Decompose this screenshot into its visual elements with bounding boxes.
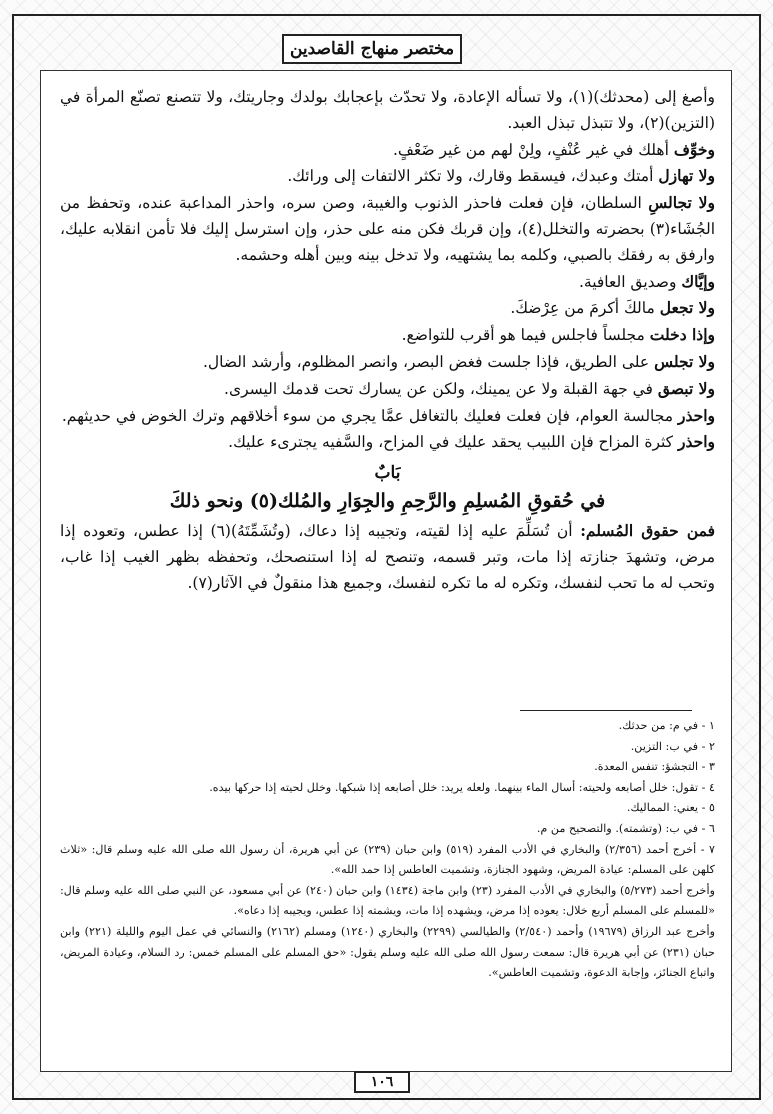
paragraph: فمن حقوق المُسلم: أن تُسَلِّمَ عليه إذا لقيته، وتجيبه إذا دعاك، (وتُشَمِّتَهُ)(٦) إذا عطس، وتعوده إذا مرض، وتشهدَ جنازته إذا مات، وتبر قسمه، وتنصح له إذا استنصحك، وتحفظه بظهر الغيب إذا غاب، وتحب له ما تحب لنفسك، وتكره له ما تكره لنفسك، وجميع هذا منقولٌ في الآثار(٧). (60, 521, 715, 592)
main-text (60, 84, 715, 597)
footnote: ٧ - أخرج أحمد (٢/٣٥٦) والبخاري في الأدب المفرد (٥١٩) وابن حبان (٢٣٩) عن أبي هريرة، أن رسول الله صلى الله عليه وسلم قال: «ثلاث كلهن على المسلم: عيادة المريض، وشهود الجنازة، وتشميت العاطس إذا حمد الله». (60, 842, 715, 877)
book-title: مختصر منهاج القاصدين (289, 39, 455, 59)
paragraph: ولا تبصق في جهة القبلة ولا عن يمينك، ولكن عن يسارك تحت قدمك اليسرى. (224, 378, 715, 398)
paragraph: وخوِّف أهلك في غير عُنْفٍ، ولِنْ لهم من غير ضَعْفٍ. (392, 139, 715, 159)
footnote: ٢ - في ب: التزين. (630, 739, 715, 753)
footnote: ٥ - يعني: المماليك. (626, 801, 715, 815)
paragraph: ولا تجعل مالكَ أكرمَ من عِرْضكَ. (510, 298, 715, 318)
page-number-box (354, 1071, 410, 1093)
footnote: ١ - في م: من حدثك. (618, 719, 715, 732)
paragraph: وإذا دخلت مجلساً فاجلس فيما هو أقرب للتواضع. (401, 325, 715, 345)
footnote-separator (520, 710, 692, 711)
footnote: ٦ - في ب: (وتشمته). والتصحيح من م. (536, 821, 715, 835)
footnote: وأخرج أحمد (٥/٢٧٣) والبخاري في الأدب المفرد (٢٣) وابن ماجة (١٤٣٤) وابن حبان (٢٤٠) عن أبي مسعود، عن النبي صلى الله عليه وسلم قال: «للمسلم على المسلم أربع خلال: يعوده إذا مرض، ويشهده إذا مات، ويشمته إذا عطس، ويجيبه إذا دعاه». (60, 883, 715, 918)
paragraph: واحذر مجالسة العوام، فإن فعلت فعليك بالتغافل عمَّا يجري من سوء أخلاقهم وترك الخوض في حديثهم. (61, 405, 715, 425)
paragraph: وإيَّاك وصديق العافية. (578, 271, 715, 291)
paragraph: واحذر كثرة المزاح فإن اللبيب يحقد عليك في المزاح، والسَّفيه يجترىء عليك. (228, 432, 715, 452)
footnote: وأخرج عبد الرزاق (١٩٦٧٩) وأحمد (٢/٥٤٠) والطيالسي (٢٢٩٩) والبخاري (١٢٤٠) ومسلم (٢١٦٢) والنسائي في عمل اليوم والليلة (٢٢١) وابن حبان (٢٣١) عن أبي هريرة قال: سمعت رسول الله صلى الله عليه وسلم يقول: «حق المسلم على المسلم خمس: رد السلام، وعيادة المريض، واتباع الجنائز، وإجابة الدعوة، وتشميت العاطس». (60, 924, 716, 980)
paragraph: ولا تهازل أمتك وعبدك، فيسقط وقارك، ولا تكثر الالتفات إلى ورائك. (287, 166, 715, 186)
page-number: ١٠٦ (370, 1074, 394, 1090)
footnote: ٤ - تقول: خلل أصابعه ولحيته: أسال الماء بينهما. ولعله يريد: خلل أصابعه إذا شبكها. وخلل لحيته إذا حركها بيده. (209, 780, 715, 794)
paragraph: ولا تجالسِ السلطان، فإن فعلت فاحذر الذنوب والغيبة، وصن سره، واحذر المداعبة عنده، وتحفظ من الجُشَاء(٣) بحضرته والتخلل(٤)، وإن قربك فكن منه على حذر، وإن استرسل إليك فلا تأمن انقلابه عليك، وارفق به رفقك بالصبي، وكلمه بما يشتهيه، ولا تدخل بينه وبين أهله وحشمه. (60, 193, 716, 264)
chapter-heading: بَابٌ (374, 463, 401, 484)
paragraph: ولا تجلس على الطريق، فإذا جلست فغض البصر، وانصر المظلوم، وأرشد الضال. (202, 351, 715, 371)
chapter-title: في حُقوقِ المُسلِمِ والرَّحِمِ والجِوَارِ والمُلك(٥) ونحو ذلكَ (169, 490, 606, 513)
footnotes (60, 716, 715, 984)
footnote: ٣ - التجشؤ: تنفس المعدة. (594, 760, 715, 774)
paragraph: وأصغ إلى (محدثك)(١)، ولا تسأله الإعادة، ولا تحدّث بإعجابك بولدك وجاريتك، ولا تتصنع تصنّع المرأة في (التزين)(٢)، ولا تتبذل تبذل العبد. (60, 88, 715, 132)
book-title-header (282, 34, 462, 64)
